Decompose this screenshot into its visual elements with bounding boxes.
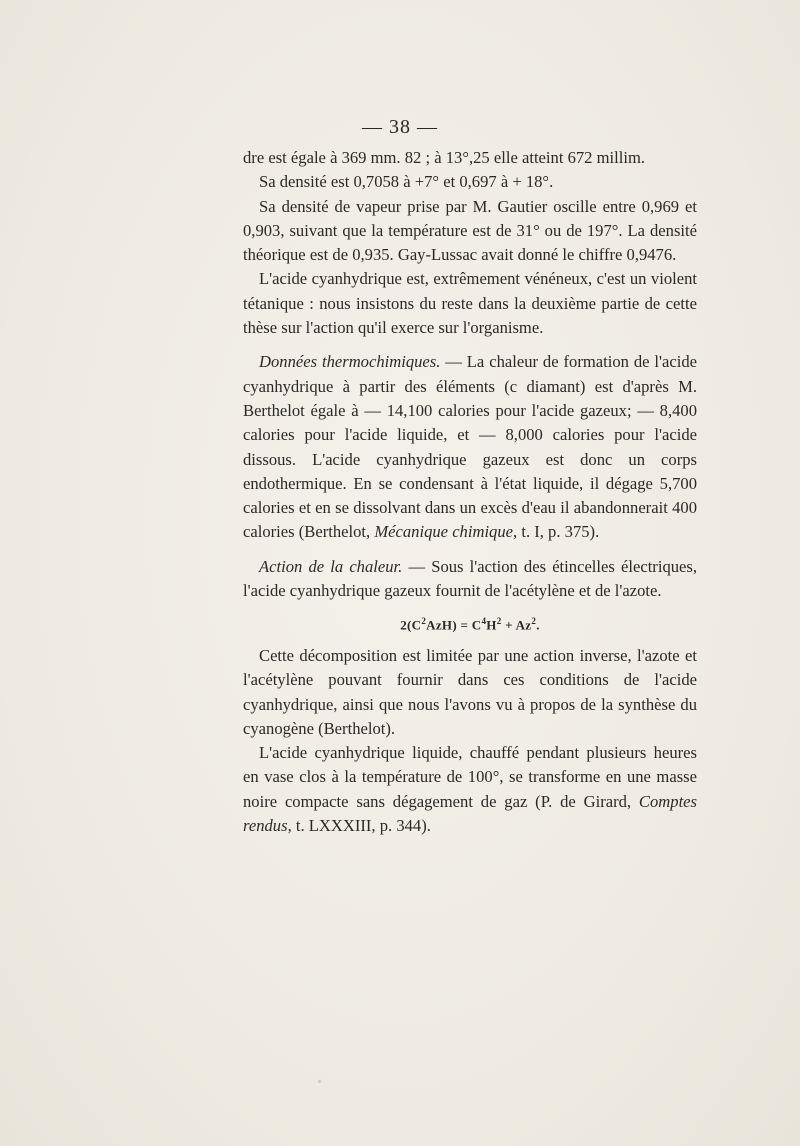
reference-title-comptes-rendus: Comptes rendus — [243, 791, 697, 836]
page-number: — 38 — — [362, 116, 438, 138]
paragraph-density: Sa densité est 0,7058 à +7° et 0,697 à + 18°. — [259, 172, 554, 192]
paragraph-toxicity: L'acide cyanhydrique est, extrêmement vénéneux, c'est un violent tétanique : nous insistons du reste dans la deuxième partie de cette thèse sur l'action qu'il exerce sur l'organisme. — [243, 269, 697, 338]
reference-title-mecanique: Mécanique chimique — [374, 522, 514, 542]
body-text — [243, 146, 697, 838]
chemical-equation: $2(C^2AzH) = C^4H^2 + Az^2$. — [400, 616, 540, 633]
paper-speck — [318, 1080, 321, 1083]
paragraph-heat-action — [243, 555, 697, 604]
paragraph-decomposition-limit: Cette décomposition est limitée par une action inverse, l'azote et l'acétylène pouvant fournir dans ces conditions de l'acide cyanhydrique, ainsi que nous l'avons vu à propos de la synthèse du cyanogène (Berthelot). — [243, 645, 697, 738]
liquid-heating-text-1: L'acide cyanhydrique liquide, chauffé pendant plusieurs heures en vase clos à la température de 100°, se transforme en une masse noire compacte sans dégagement de gaz (P. de Girard, — [243, 743, 697, 811]
thermochemistry-text-1: — La chaleur de formation de l'acide cyanhydrique à partir des éléments (c diamant) est d'après M. Berthelot égale à — 14,100 calories pour l'acide gazeux; — 8,400 calories pour l'acide liquide, et — 8,000 calories pour l'acide dissous. L'acide cyanhydrique gazeux est donc un corps endothermique. En se condensant à l'état liquide, il dégage 5,700 calories et en se dissolvant dans un excès d'eau il abandonnerait 400 calories (Berthelot, — [243, 352, 697, 542]
paragraph-continuation: dre est égale à 369 mm. 82 ; à 13°,25 elle atteint 672 millim. — [243, 148, 646, 167]
thermochemistry-text-2: , t. I, p. 375). — [513, 522, 600, 542]
section-title-thermochemistry: Données thermochimiques. — [259, 352, 441, 372]
liquid-heating-text-2: , t. LXXXIII, p. 344). — [287, 816, 431, 836]
paragraph-liquid-heating — [243, 741, 697, 838]
heat-action-text: — Sous l'action des étincelles électriques, l'acide cyanhydrique gazeux fournit de l'acétylène et de l'azote. — [243, 556, 698, 601]
section-title-heat: Action de la chaleur. — [259, 556, 403, 576]
paragraph-vapor-density: Sa densité de vapeur prise par M. Gautier oscille entre 0,969 et 0,903, suivant que la température est de 31° ou de 197°. La densité théorique est de 0,935. Gay-Lussac avait donné le chiffre 0,9476. — [243, 196, 697, 265]
paragraph-thermochemistry — [243, 350, 697, 544]
